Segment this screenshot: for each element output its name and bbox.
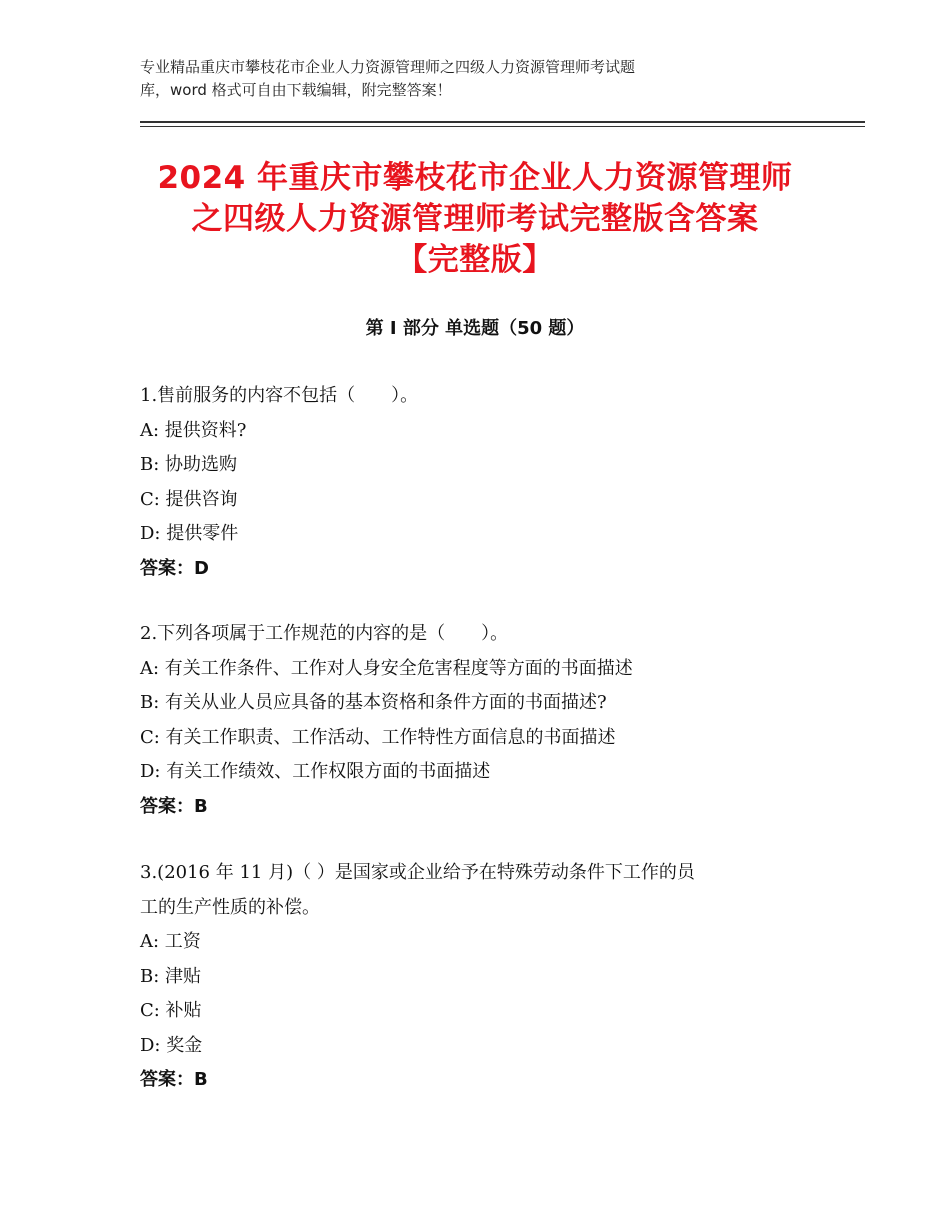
question-stem: 1.售前服务的内容不包括（ ）。 bbox=[140, 385, 419, 406]
header-note-line-1: 专业精品重庆市攀枝花市企业人力资源管理师之四级人力资源管理师考试题 bbox=[140, 58, 636, 76]
answer: 答案：D bbox=[140, 557, 209, 579]
header-divider-thin bbox=[140, 126, 865, 127]
option-a: A: 工资 bbox=[140, 931, 201, 952]
question-2 bbox=[140, 617, 820, 824]
question-stem-line-2: 工的生产性质的补偿。 bbox=[140, 896, 320, 918]
option-d: D: 有关工作绩效、工作权限方面的书面描述 bbox=[140, 761, 491, 782]
option-a: A: 提供资料? bbox=[140, 419, 247, 441]
option-a: A: 有关工作条件、工作对人身安全危害程度等方面的书面描述 bbox=[140, 657, 633, 679]
question-3 bbox=[140, 856, 820, 1098]
option-c: C: 有关工作职责、工作活动、工作特性方面信息的书面描述 bbox=[140, 726, 616, 748]
question-stem-line-1: 3.(2016 年 11 月)（ ）是国家或企业给予在特殊劳动条件下工作的员 bbox=[140, 862, 695, 883]
document-title-line-1: 2024 年重庆市攀枝花市企业人力资源管理师 bbox=[157, 160, 793, 196]
option-b: B: 津贴 bbox=[140, 965, 202, 987]
answer: 答案：B bbox=[140, 1069, 208, 1090]
answer: 答案：B bbox=[140, 795, 208, 817]
document-title-line-3: 【完整版】 bbox=[396, 242, 554, 278]
document-title bbox=[100, 158, 850, 281]
document-title-line-2: 之四级人力资源管理师考试完整版含答案 bbox=[191, 201, 759, 237]
option-c: C: 补贴 bbox=[140, 1000, 202, 1021]
header-note-line-2: 库，word 格式可自由下载编辑，附完整答案！ bbox=[140, 81, 452, 99]
question-stem: 2.下列各项属于工作规范的内容的是（ ）。 bbox=[140, 623, 509, 644]
option-b: B: 协助选购 bbox=[140, 454, 238, 475]
question-1 bbox=[140, 379, 820, 586]
option-d: D: 提供零件 bbox=[140, 523, 239, 544]
option-c: C: 提供咨询 bbox=[140, 488, 238, 510]
option-b: B: 有关从业人员应具备的基本资格和条件方面的书面描述? bbox=[140, 692, 607, 713]
header-note bbox=[140, 56, 780, 102]
option-d: D: 奖金 bbox=[140, 1034, 203, 1056]
header-divider-thick bbox=[140, 121, 865, 123]
section-title: 第 I 部分 单选题（50 题） bbox=[365, 318, 585, 339]
